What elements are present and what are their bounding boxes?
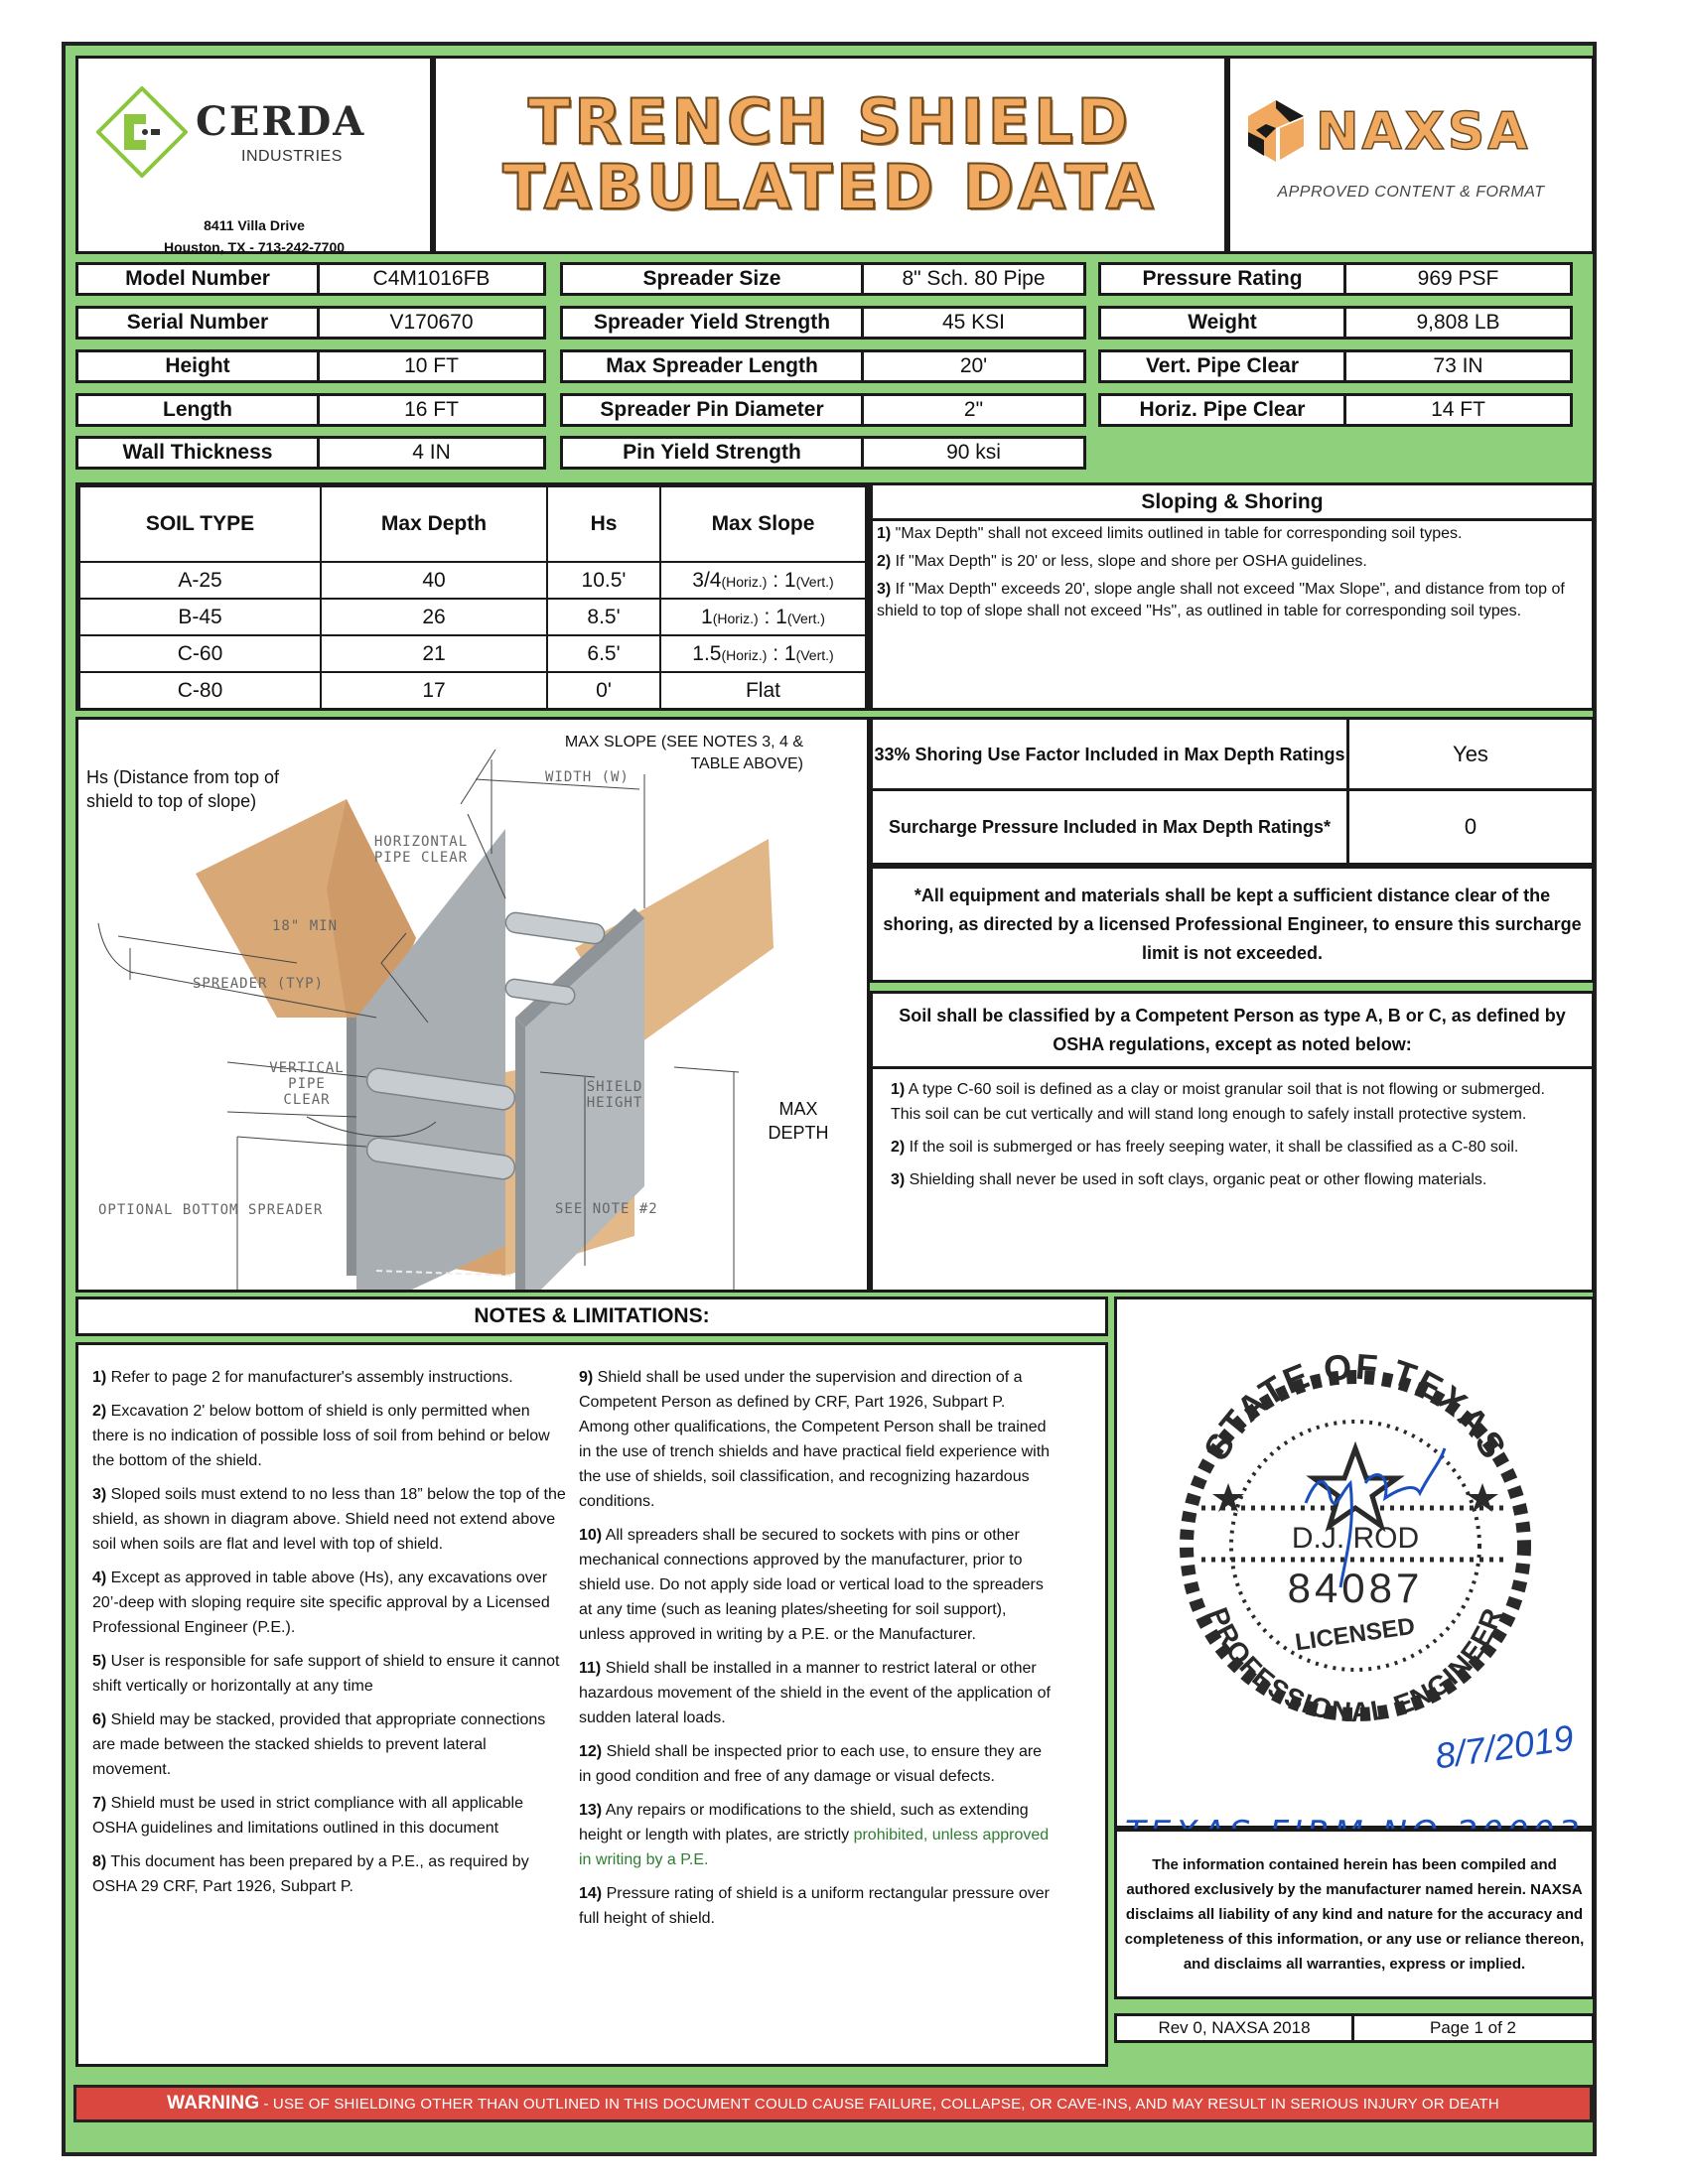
- horizontal-pipe-clear-label: HORIZONTAL PIPE CLEAR: [373, 834, 469, 866]
- cell-soil: A-25: [79, 562, 321, 599]
- revision-footer: [1114, 2013, 1595, 2043]
- note-item: 6) Shield may be stacked, provided that appropriate connections are made between the stacked shields to prevent lateral movement.: [92, 1711, 546, 1778]
- trench-shield-diagram: [75, 717, 870, 1293]
- spec-label: Pressure Rating: [1098, 262, 1346, 296]
- note-item: 2) Excavation 2' below bottom of shield is only permitted when there is no indication of possible loss of soil from behind or below the bottom of the shield.: [92, 1403, 550, 1469]
- cell-hs: 0': [547, 672, 660, 709]
- spec-value: 4 IN: [320, 436, 546, 470]
- spec-label: Spreader Size: [560, 262, 864, 296]
- notes-limitations-title: NOTES & LIMITATIONS:: [75, 1297, 1108, 1336]
- cell-hs: 10.5': [547, 562, 660, 599]
- spec-value: 16 FT: [320, 393, 546, 427]
- note-item: 13) Any repairs or modifications to the shield, such as extending height or length with plates, are strictly prohibited, unless approved in writing by a P.E.: [579, 1802, 1050, 1868]
- sloping-title: Sloping & Shoring: [873, 485, 1592, 521]
- factor-row-shoring-use: [873, 720, 1592, 791]
- cell-slope: 1.5(Horiz.) : 1(Vert.): [660, 635, 866, 672]
- spec-row-vert-pipe-clear: [1098, 349, 1573, 383]
- note-item: 11) Shield shall be installed in a manner to restrict lateral or other hazardous movement of the shield in the event of the application of sudden lateral loads.: [579, 1660, 1051, 1726]
- company-name: CERDA: [196, 98, 366, 145]
- document-title-block: [433, 56, 1227, 254]
- sloping-shoring-box: [870, 482, 1595, 711]
- spec-label: Weight: [1098, 306, 1346, 340]
- cell-slope: 1(Horiz.) : 1(Vert.): [660, 599, 866, 635]
- disclaimer: The information contained herein has been compiled and authored exclusively by the manufacturer named herein. NAXSA disclaims all liability of any kind and nature for the accuracy and completeness of this information, or any use or reliance thereon, and disclaims all warranties, express or implied.: [1114, 1829, 1595, 1999]
- spec-label: Pin Yield Strength: [560, 436, 864, 470]
- factor-row-surcharge: [873, 791, 1592, 863]
- cell-depth: 17: [321, 672, 547, 709]
- min-18-label: 18" MIN: [272, 918, 339, 934]
- spec-row-length: [75, 393, 546, 427]
- col-header-hs: Hs: [547, 486, 660, 562]
- sloping-note: 1) "Max Depth" shall not exceed limits outlined in table for corresponding soil types.: [877, 525, 1463, 542]
- note-item: 1) Refer to page 2 for manufacturer's assembly instructions.: [92, 1369, 513, 1386]
- table-row: [79, 599, 866, 635]
- factor-label: 33% Shoring Use Factor Included in Max Depth Ratings: [873, 720, 1349, 788]
- spec-label: Serial Number: [75, 306, 320, 340]
- table-row: [79, 562, 866, 599]
- note-item: 5) User is responsible for safe support of shield to ensure it cannot shift vertically or horizontally at any time: [92, 1653, 560, 1695]
- spec-row-pin-yield-strength: [560, 436, 1086, 470]
- max-slope-label: MAX SLOPE (SEE NOTES 3, 4 & TABLE ABOVE): [564, 734, 803, 772]
- seal-licensed-text: LICENSED: [1293, 1612, 1417, 1657]
- spec-label: Horiz. Pipe Clear: [1098, 393, 1346, 427]
- pe-seal-block: [1114, 1297, 1595, 1829]
- spec-label: Spreader Yield Strength: [560, 306, 864, 340]
- spec-row-model-number: [75, 262, 546, 296]
- cell-soil: C-60: [79, 635, 321, 672]
- company-address: 8411 Villa Drive: [204, 217, 305, 233]
- spec-row-max-spreader-length: [560, 349, 1086, 383]
- spec-value: V170670: [320, 306, 546, 340]
- sloping-note: 3) If "Max Depth" exceeds 20', slope angle shall not exceed "Max Slope", and distance from top of shield to top of slope shall not exceed "Hs", as outlined in table for corresponding soil types.: [877, 581, 1565, 619]
- col-header-max-depth: Max Depth: [321, 486, 547, 562]
- cell-hs: 6.5': [547, 635, 660, 672]
- sloping-notes: [873, 521, 1592, 630]
- optional-bottom-spreader-label: OPTIONAL BOTTOM SPREADER: [98, 1202, 324, 1218]
- cerda-diamond-logo-icon: [96, 86, 188, 178]
- cell-soil: C-80: [79, 672, 321, 709]
- document-sheet: [62, 42, 1597, 2156]
- spec-label: Length: [75, 393, 320, 427]
- spec-value: 14 FT: [1346, 393, 1573, 427]
- note-item: 4) Except as approved in table above (Hs), any excavations over 20’-deep with sloping require site specific approval by a Licensed Professional Engineer (P.E.).: [92, 1570, 550, 1636]
- note-item: 7) Shield must be used in strict compliance with all applicable OSHA guidelines and limitations outlined in this document: [92, 1795, 523, 1837]
- company-logo-block: [75, 56, 433, 254]
- title-line-1: TRENCH SHIELD: [527, 85, 1133, 158]
- cell-depth: 21: [321, 635, 547, 672]
- warning-banner: [73, 2085, 1593, 2122]
- soil-type-table: [75, 482, 870, 711]
- cell-depth: 40: [321, 562, 547, 599]
- spreader-typ-label: SPREADER (TYP): [193, 976, 325, 992]
- cell-slope: Flat: [660, 672, 866, 709]
- see-note-label: SEE NOTE #2: [555, 1201, 658, 1217]
- shield-height-label: SHIELD HEIGHT: [586, 1079, 643, 1111]
- col-header-soil-type: SOIL TYPE: [79, 486, 321, 562]
- naxsa-hexagon-logo-icon: [1244, 98, 1308, 164]
- spec-row-spreader-size: [560, 262, 1086, 296]
- spec-value: 20': [864, 349, 1086, 383]
- company-subtitle: INDUSTRIES: [241, 148, 343, 165]
- soil-note: 3) Shielding shall never be used in soft clays, organic peat or other flowing materials.: [891, 1171, 1487, 1188]
- spec-row-pressure-rating: [1098, 262, 1573, 296]
- width-label: WIDTH (W): [545, 769, 630, 785]
- warning-text: - USE OF SHIELDING OTHER THAN OUTLINED IN THIS DOCUMENT COULD CAUSE FAILURE, COLLAPSE, OR CAVE-INS, AND MAY RESULT IN SERIOUS INJURY OR DEATH: [263, 2095, 1499, 2113]
- note-item: 8) This document has been prepared by a P.E., as required by OSHA 29 CRF, Part 1926, Subpart P.: [92, 1853, 529, 1895]
- spec-row-spreader-pin-diameter: [560, 393, 1086, 427]
- spec-label: Height: [75, 349, 320, 383]
- spec-label: Wall Thickness: [75, 436, 320, 470]
- spec-row-height: [75, 349, 546, 383]
- document-title: [502, 85, 1158, 223]
- spec-value: C4M1016FB: [320, 262, 546, 296]
- factor-value: 0: [1464, 814, 1477, 839]
- seal-date: 8/7/2019: [1432, 1716, 1577, 1777]
- spec-row-wall-thickness: [75, 436, 546, 470]
- col-header-max-slope: Max Slope: [660, 486, 866, 562]
- cell-slope: 3/4(Horiz.) : 1(Vert.): [660, 562, 866, 599]
- cell-hs: 8.5': [547, 599, 660, 635]
- soil-note: 2) If the soil is submerged or has freely seeping water, it shall be classified as a C-80 soil.: [891, 1139, 1519, 1156]
- spec-value: 73 IN: [1346, 349, 1573, 383]
- factor-label: Surcharge Pressure Included in Max Depth Ratings*: [873, 791, 1349, 863]
- approver-logo-block: [1227, 56, 1595, 254]
- spec-value: 9,808 LB: [1346, 306, 1573, 340]
- hs-label: Hs (Distance from top of shield to top of slope): [86, 767, 280, 811]
- note-item: 9) Shield shall be used under the supervision and direction of a Competent Person as defined by CRF, Part 1926, Subpart P. Among other qualifications, the Competent Person shall be trained in the use of trench shields and have practical field experience with the use of shields, soil classification, and recognizing hazardous conditions.: [579, 1369, 1051, 1510]
- factor-value: Yes: [1453, 741, 1488, 766]
- spec-row-spreader-yield-strength: [560, 306, 1086, 340]
- spec-value: 969 PSF: [1346, 262, 1573, 296]
- soil-classification-notes: [873, 1069, 1592, 1208]
- soil-note: 1) A type C-60 soil is defined as a clay or moist granular soil that is not flowing or submerged. This soil can be cut vertically and will stand long enough to safely install protective system.: [891, 1081, 1545, 1123]
- surcharge-note: *All equipment and materials shall be kept a sufficient distance clear of the shoring, as directed by a licensed Professional Engineer, to ensure this surcharge limit is not exceeded.: [870, 866, 1595, 983]
- rating-factors-table: [870, 717, 1595, 866]
- table-row: [79, 672, 866, 709]
- soil-classification-box: [870, 991, 1595, 1293]
- notes-column-right: [579, 1365, 1055, 1940]
- company-city-phone: Houston, TX - 713-242-7700: [163, 239, 346, 255]
- soil-table-header: [79, 486, 866, 562]
- spec-row-serial-number: [75, 306, 546, 340]
- spec-value: 10 FT: [320, 349, 546, 383]
- page-number: Page 1 of 2: [1354, 2013, 1595, 2043]
- spec-value: 90 ksi: [864, 436, 1086, 470]
- seal-license-number: 84087: [1287, 1565, 1424, 1611]
- spec-row-weight: [1098, 306, 1573, 340]
- spec-value: 2": [864, 393, 1086, 427]
- cell-soil: B-45: [79, 599, 321, 635]
- spec-label: Max Spreader Length: [560, 349, 864, 383]
- spec-label: Model Number: [75, 262, 320, 296]
- notes-limitations-body: [75, 1342, 1108, 2067]
- spec-value: 45 KSI: [864, 306, 1086, 340]
- seal-engineer-name: D.J. ROD: [1291, 1522, 1420, 1555]
- soil-classification-heading: Soil shall be classified by a Competent Person as type A, B or C, as defined by OSHA regulations, except as noted below:: [873, 994, 1592, 1069]
- revision-label: Rev 0, NAXSA 2018: [1114, 2013, 1354, 2043]
- spec-value: 8" Sch. 80 Pipe: [864, 262, 1086, 296]
- warning-lead: WARNING: [167, 2093, 260, 2114]
- table-row: [79, 635, 866, 672]
- note-item: 3) Sloped soils must extend to no less than 18” below the top of the shield, as shown in diagram above. Shield need not extend above soil when soils are flat and level with top of shield.: [92, 1486, 566, 1553]
- note-item: 14) Pressure rating of shield is a uniform rectangular pressure over full height of shield.: [579, 1885, 1050, 1927]
- approver-tagline: APPROVED CONTENT & FORMAT: [1277, 184, 1545, 201]
- spec-label: Spreader Pin Diameter: [560, 393, 864, 427]
- sloping-note: 2) If "Max Depth" is 20' or less, slope and shore per OSHA guidelines.: [877, 553, 1367, 570]
- title-line-2: TABULATED DATA: [502, 151, 1158, 223]
- spec-label: Vert. Pipe Clear: [1098, 349, 1346, 383]
- spec-row-horiz-pipe-clear: [1098, 393, 1573, 427]
- seal-top-text: STATE OF TEXAS: [1196, 1345, 1515, 1467]
- note-item: 12) Shield shall be inspected prior to each use, to ensure they are in good condition and free of any damage or visual defects.: [579, 1743, 1043, 1785]
- approver-name: NAXSA: [1316, 102, 1531, 162]
- note-item: 10) All spreaders shall be secured to sockets with pins or other mechanical connections approved by the manufacturer, prior to shield use. Do not apply side load or vertical load to the spreaders at any time (such as leaning plates/sheeting for soil support), unless approved in writing by a P.E. or the Manufacturer.: [579, 1527, 1044, 1643]
- notes-column-left: [92, 1365, 569, 1908]
- vertical-pipe-clear-label: VERTICAL PIPE CLEAR: [269, 1060, 345, 1108]
- seal-bottom-text: PROFESSIONAL ENGINEER: [1201, 1603, 1509, 1728]
- cell-depth: 26: [321, 599, 547, 635]
- max-depth-label: MAX DEPTH: [768, 1099, 829, 1143]
